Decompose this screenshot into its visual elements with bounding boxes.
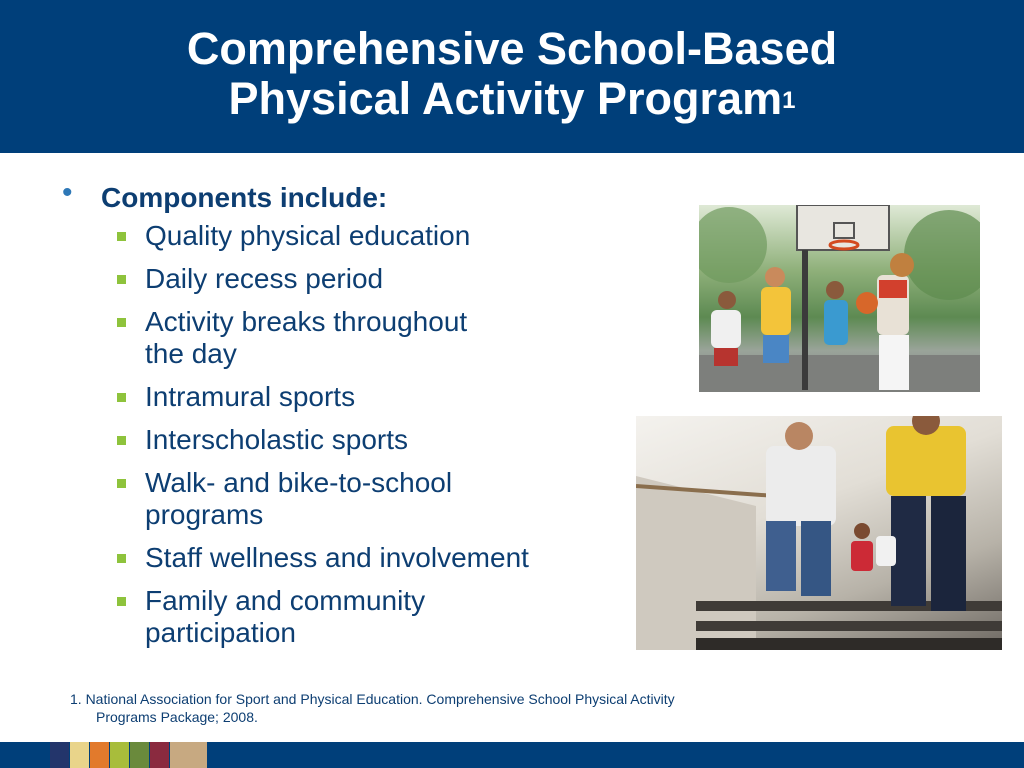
- list-item-text: Interscholastic sports: [145, 424, 408, 455]
- title-line-2: Physical Activity Program: [228, 73, 783, 124]
- footnote: [70, 690, 830, 726]
- title-superscript: 1: [782, 87, 796, 114]
- color-swatch: [70, 742, 89, 768]
- color-swatch: [150, 742, 169, 768]
- main-bullet-text: Components include:: [101, 182, 388, 213]
- list-item-text: Intramural sports: [145, 381, 356, 412]
- list-item-text: Quality physical education: [145, 220, 471, 251]
- color-swatch: [90, 742, 109, 768]
- list-item: [117, 263, 618, 295]
- list-item: [117, 585, 618, 649]
- title-line-1: Comprehensive School-Based: [186, 23, 838, 74]
- square-bullet-icon: [117, 275, 126, 284]
- color-swatch: [130, 742, 149, 768]
- slide-title: [0, 0, 1024, 124]
- square-bullet-icon: [117, 554, 126, 563]
- list-item: [117, 306, 618, 370]
- main-bullet: [58, 176, 618, 216]
- footnote-line-2: Programs Package; 2008.: [96, 709, 258, 725]
- list-item: [117, 542, 618, 574]
- list-item-text-continued: participation: [145, 617, 296, 648]
- list-item-text-continued: programs: [145, 499, 264, 530]
- stairs-photo: [636, 416, 1002, 650]
- list-item-text: Daily recess period: [145, 263, 384, 294]
- list-item-text: Family and community: [145, 585, 426, 616]
- color-swatch: [110, 742, 129, 768]
- list-item-text: Walk- and bike-to-school: [145, 467, 453, 498]
- square-bullet-icon: [117, 479, 126, 488]
- basketball-scene-image: [699, 205, 980, 392]
- square-bullet-icon: [117, 393, 126, 402]
- list-item-text: Activity breaks throughout: [145, 306, 468, 337]
- square-bullet-icon: [117, 318, 126, 327]
- square-bullet-icon: [117, 597, 126, 606]
- component-list: [58, 220, 618, 649]
- square-bullet-icon: [117, 436, 126, 445]
- list-item: [117, 424, 618, 456]
- color-swatch: [170, 742, 207, 768]
- color-swatch: [50, 742, 69, 768]
- bullet-dot-icon: •: [62, 176, 73, 209]
- stairs-scene-image: [636, 416, 1002, 650]
- list-item: [117, 381, 618, 413]
- slide-header: [0, 0, 1024, 153]
- slide-content: [58, 176, 618, 660]
- list-item-text: Staff wellness and involvement: [145, 542, 529, 573]
- basketball-photo: [699, 205, 980, 392]
- list-item: [117, 467, 618, 531]
- list-item-text-continued: the day: [145, 338, 237, 369]
- list-item: [117, 220, 618, 252]
- footnote-line-1: 1. National Association for Sport and Physical Education. Comprehensive School Physical Activity: [70, 691, 675, 707]
- square-bullet-icon: [117, 232, 126, 241]
